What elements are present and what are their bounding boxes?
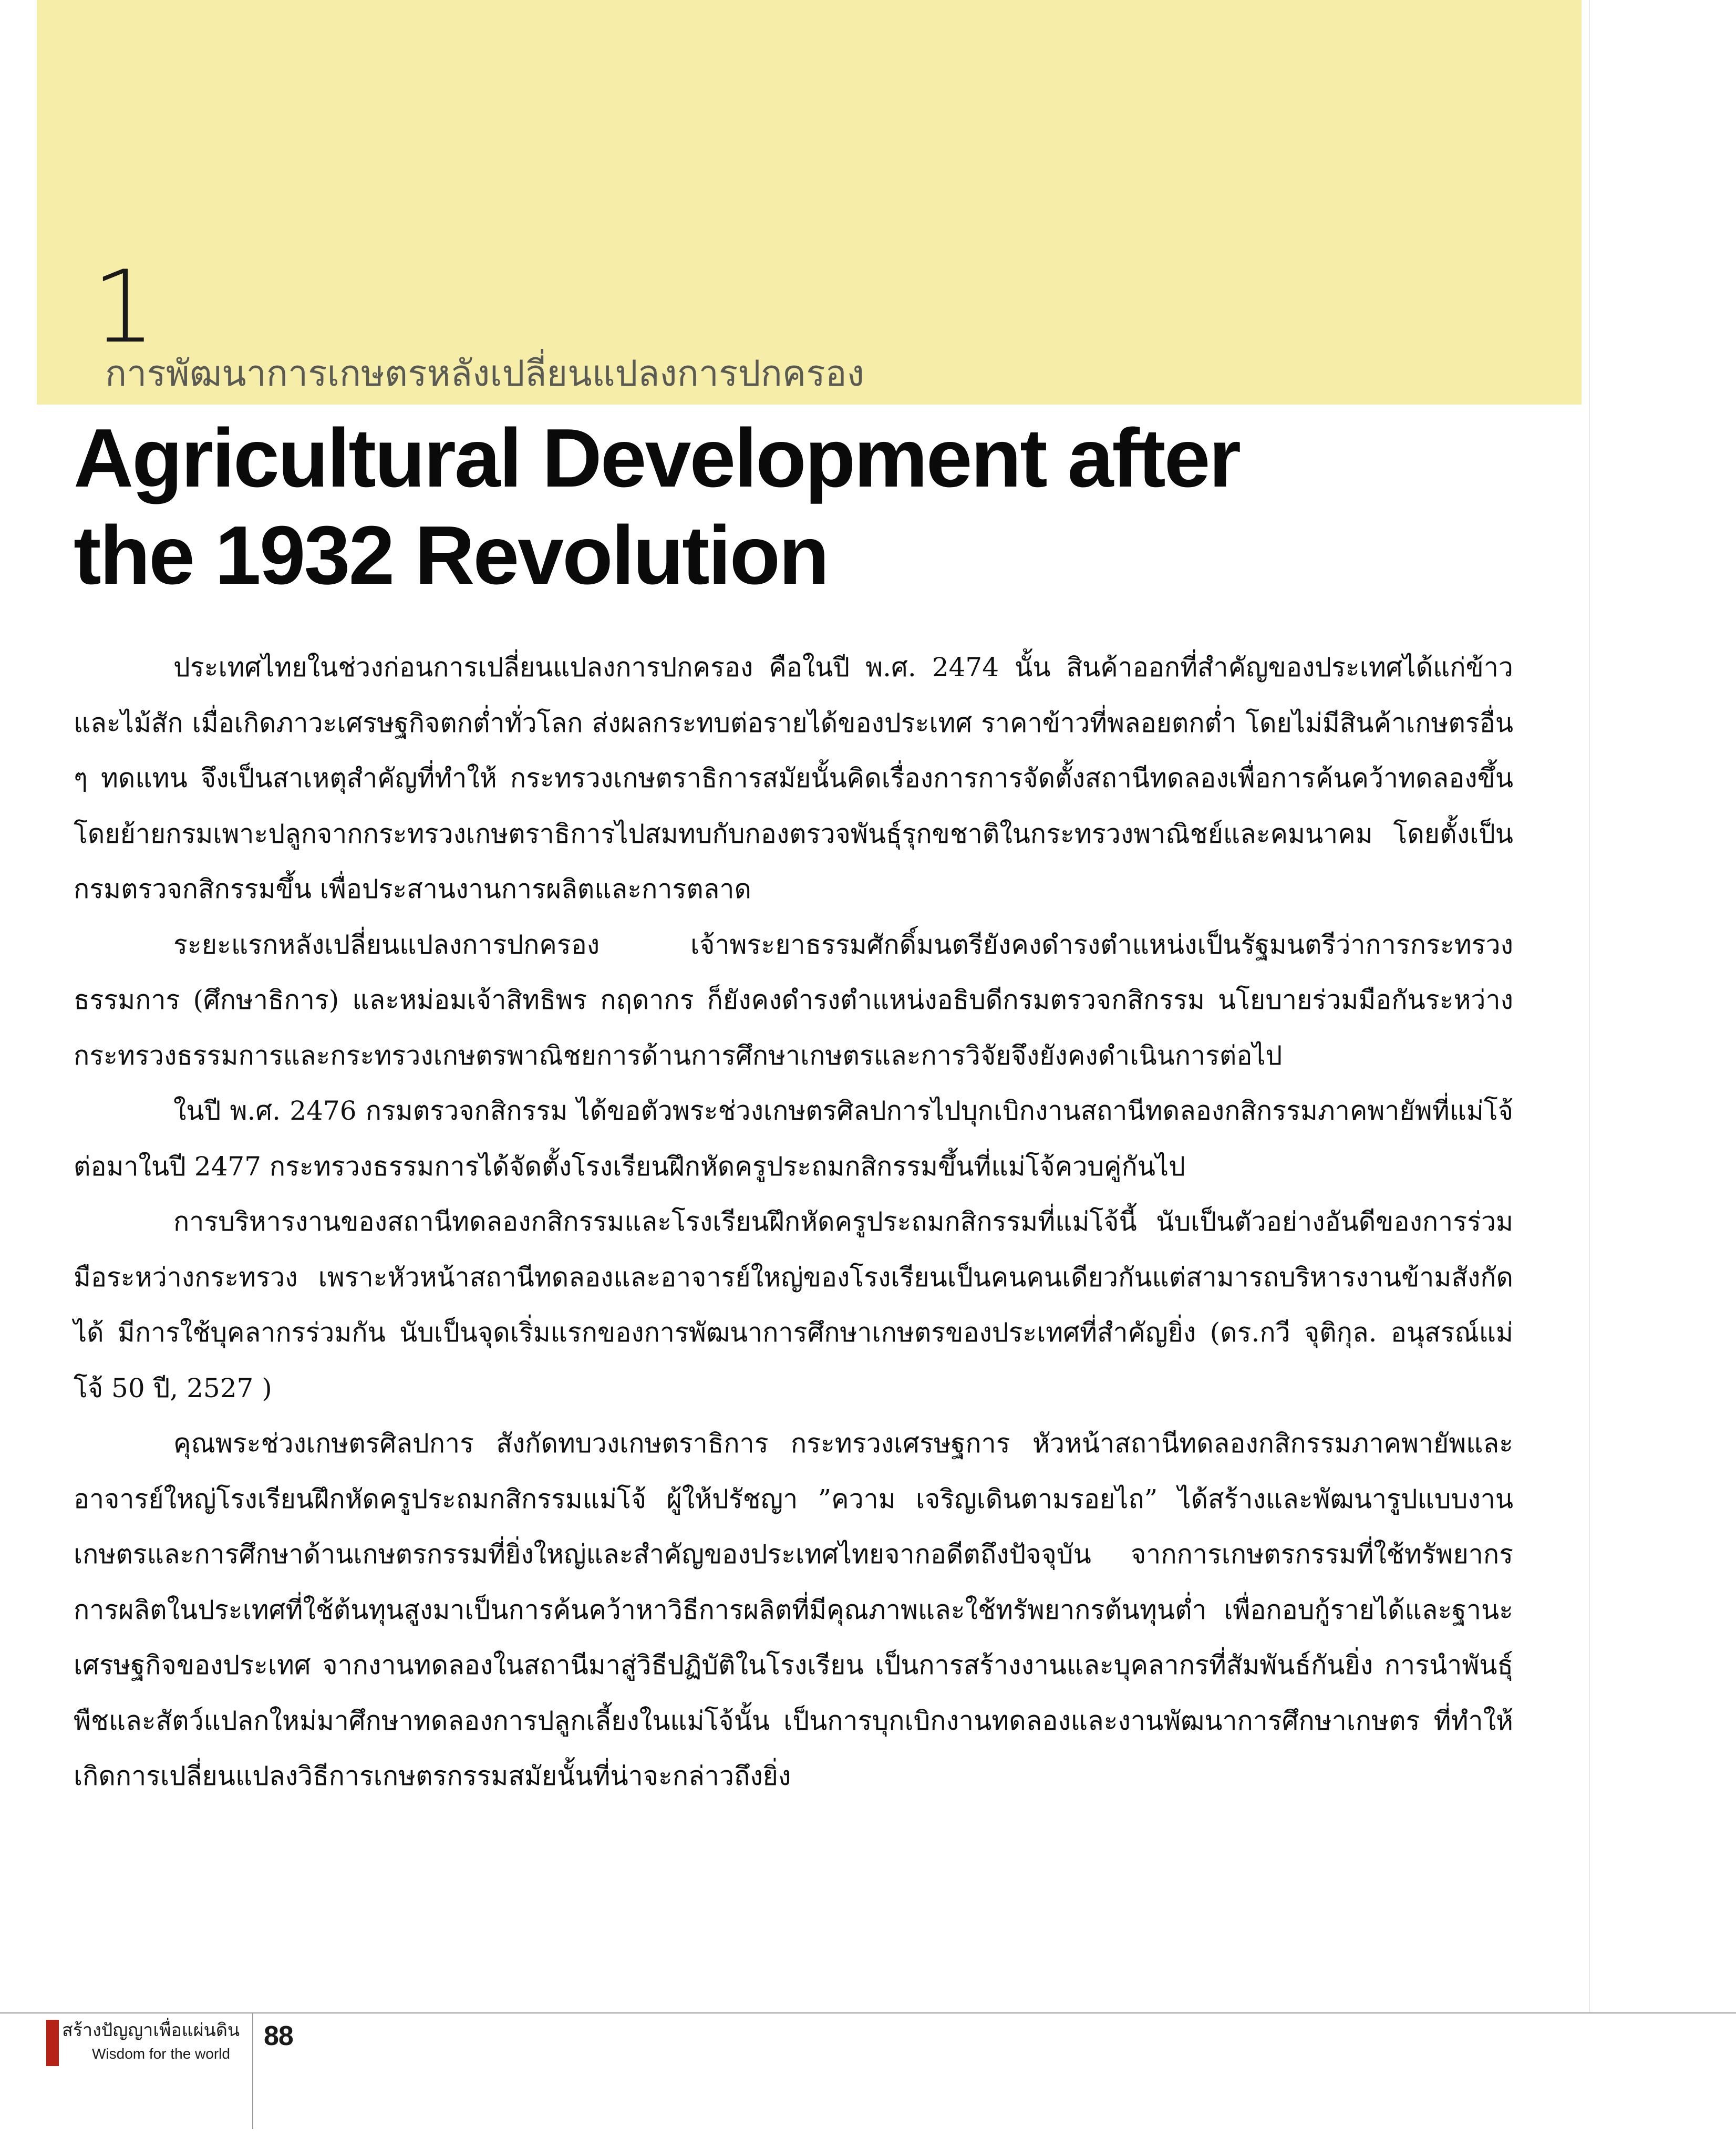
body-paragraph: คุณพระช่วงเกษตรศิลปการ สังกัดทบวงเกษตราธิการ กระทรวงเศรษฐการ หัวหน้าสถานีทดลองกสิกรรมภาคพายัพและอาจารย์ใหญ่โรงเรียนฝึกหัดครูประถมกสิกรรมแม่โจ้ ผู้ให้ปรัชญา ”ความ เจริญเดินตามรอยไถ” ได้สร้างและพัฒนารูปแบบงานเกษตรและการศึกษาด้านเกษตรกรรมที่ยิ่งใหญ่และสำคัญของประเทศไทยจากอดีตถึงปัจจุบัน จากการเกษตรกรรมที่ใช้ทรัพยากรการผลิตในประเทศที่ใช้ต้นทุนสูงมาเป็นการค้นคว้าหาวิธีการผลิตที่มีคุณภาพและใช้ทรัพยากรต้นทุนต่ำ เพื่อกอบกู้รายได้และฐานะเศรษฐกิจของประเทศ จากงานทดลองในสถานีมาสู่วิธีปฏิบัติในโรงเรียน เป็นการสร้างงานและบุคลากรที่สัมพันธ์กันยิ่ง การนำพันธุ์พืชและสัตว์แปลกใหม่มาศึกษาทดลองการปลูกเลี้ยงในแม่โจ้นั้น เป็นการบุกเบิกงานทดลองและงานพัฒนาการศึกษาเกษตร ที่ทำให้เกิดการเปลี่ยนแปลงวิธีการเกษตรกรรมสมัยนั้นที่น่าจะกล่าวถึงยิ่ง	[74, 1428, 1513, 1791]
footer-divider	[252, 2013, 253, 2129]
footer-book-title-thai: สร้างปัญญาเพื่อแผ่นดิน	[62, 2020, 240, 2041]
footer-book-title-english: Wisdom for the world	[92, 2046, 230, 2062]
body-text	[74, 640, 1513, 1804]
chapter-header-band	[37, 0, 1582, 405]
chapter-number: 1	[92, 249, 156, 365]
chapter-title-english-line-1: Agricultural Development after	[74, 412, 1240, 504]
body-paragraph: ระยะแรกหลังเปลี่ยนแปลงการปกครอง เจ้าพระยาธรรมศักดิ์มนตรียังคงดำรงตำแหน่งเป็นรัฐมนตรีว่าการกระทรวงธรรมการ (ศึกษาธิการ) และหม่อมเจ้าสิทธิพร กฤดากร ก็ยังคงดำรงตำแหน่งอธิบดีกรมตรวจกสิกรรม นโยบายร่วมมือกันระหว่างกระทรวงธรรมการและกระทรวงเกษตรพาณิชยการด้านการศึกษาเกษตรและการวิจัยจึงยังคงดำเนินการต่อไป	[74, 929, 1513, 1071]
footer-accent-mark	[46, 2020, 59, 2066]
body-paragraph: การบริหารงานของสถานีทดลองกสิกรรมและโรงเรียนฝึกหัดครูประถมกสิกรรมที่แม่โจ้นี้ นับเป็นตัวอย่างอันดีของการร่วมมือระหว่างกระทรวง เพราะหัวหน้าสถานีทดลองและอาจารย์ใหญ่ของโรงเรียนเป็นคนคนเดียวกันแต่สามารถบริหารงานข้ามสังกัดได้ มีการใช้บุคลากรร่วมกัน นับเป็นจุดเริ่มแรกของการพัฒนาการศึกษาเกษตรของประเทศที่สำคัญยิ่ง (ดร.กวี จุติกุล. อนุสรณ์แม่โจ้ 50 ปี, 2527 )	[74, 1206, 1513, 1403]
chapter-title-english	[74, 410, 1492, 604]
page-edge	[1589, 0, 1590, 2012]
footer-rule	[0, 2012, 1736, 2013]
body-paragraph: ประเทศไทยในช่วงก่อนการเปลี่ยนแปลงการปกครอง คือในปี พ.ศ. 2474 นั้น สินค้าออกที่สำคัญของประเทศได้แก่ข้าวและไม้สัก เมื่อเกิดภาวะเศรษฐกิจตกต่ำทั่วโลก ส่งผลกระทบต่อรายได้ของประเทศ ราคาข้าวที่พลอยตกต่ำ โดยไม่มีสินค้าเกษตรอื่น ๆ ทดแทน จึงเป็นสาเหตุสำคัญที่ทำให้ กระทรวงเกษตราธิการสมัยนั้นคิดเรื่องการการจัดตั้งสถานีทดลองเพื่อการค้นคว้าทดลองขึ้น โดยย้ายกรมเพาะปลูกจากกระทรวงเกษตราธิการไปสมทบกับกองตรวจพันธุ์รุกขชาติในกระทรวงพาณิชย์และคมนาคม โดยตั้งเป็น กรมตรวจกสิกรรมขึ้น เพื่อประสานงานการผลิตและการตลาด	[74, 652, 1513, 904]
page-number: 88	[264, 2021, 293, 2051]
chapter-title-english-line-2: the 1932 Revolution	[74, 509, 828, 602]
chapter-title-thai: การพัฒนาการเกษตรหลังเปลี่ยนแปลงการปกครอง	[105, 353, 864, 395]
body-paragraph: ในปี พ.ศ. 2476 กรมตรวจกสิกรรม ได้ขอตัวพระช่วงเกษตรศิลปการไปบุกเบิกงานสถานีทดลองกสิกรรมภาคพายัพที่แม่โจ้ ต่อมาในปี 2477 กระทรวงธรรมการได้จัดตั้งโรงเรียนฝึกหัดครูประถมกสิกรรมขึ้นที่แม่โจ้ควบคู่กันไป	[74, 1096, 1513, 1182]
